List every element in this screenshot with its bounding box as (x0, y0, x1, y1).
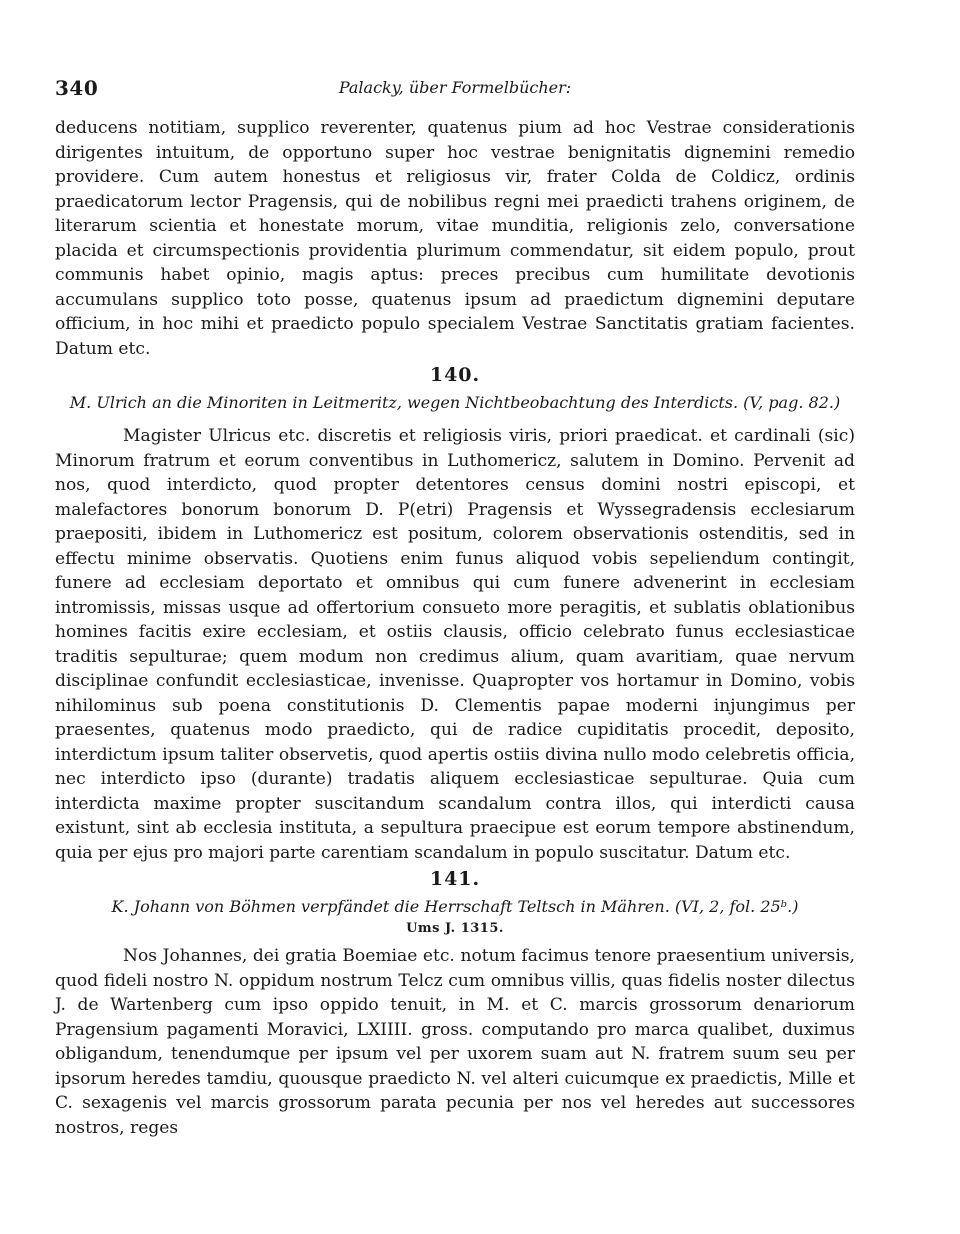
page-number: 340 (55, 76, 99, 100)
continuation-paragraph: deducens notitiam, supplico reverenter, quatenus pium ad hoc Vestrae considerationis dirigentes intuitum, de opportuno super hoc vestrae benignitatis dignemini remedio providere. Cum autem honestus et religiosus vir, frater Colda de Coldicz, ordinis praedicatorum lector Pragensis, qui de nobilibus regni mei praedicti trahens originem, de literarum scientia et honestate morum, vitae munditia, religionis zelo, conversatione placida et circumspectionis providentia plurimum commendatur, sit eidem populo, prout communis habet opinio, magis aptus: preces precibus cum humilitate devotionis accumulans supplico toto posse, quatenus ipsum ad praedictum dignemini deputare officium, in hoc mihi et praedicto populo specialem Vestrae Sanctitatis gratiam facientes. Datum etc. (55, 118, 855, 359)
document-heading-141: K. Johann von Böhmen verpfändet die Herrschaft Teltsch in Mähren. (VI, 2, fol. 25ᵇ.) (111, 897, 799, 916)
document-number-141: 141. (429, 868, 481, 890)
document-paragraph-141: Nos Johannes, dei gratia Boemiae etc. notum facimus tenore praesentium universis, quod fideli nostro N. oppidum nostrum Telcz cum omnibus villis, quas fidelis noster dilectus J. de Wartenberg cum ipso oppido tenuit, in M. et C. marcis grossorum denariorum Pragensium pagamenti Moravici, LXIIII. gross. computando pro marca qualibet, duximus obligandum, tenendumque per ipsum vel per uxorem suam aut N. fratrem suum seu per ipsorum heredes tamdiu, quousque praedicto N. vel alteri cuicumque ex praedictis, Mille et C. sexagenis vel marcis grossorum parata pecunia per nos vel heredes aut successores nostros, reges (55, 946, 855, 1138)
running-title: Palacky, über Formelbücher: (338, 78, 572, 97)
document-text-block-141 (55, 944, 855, 1140)
page-header (55, 76, 855, 106)
document-heading-140: M. Ulrich an die Minoriten in Leitmeritz, wegen Nichtbeobachtung des Interdicts. (V, pag. 82.) (69, 393, 841, 412)
document-date-141: Ums J. 1315. (406, 921, 504, 936)
document-number-140: 140. (429, 364, 481, 386)
document-paragraph-140: Magister Ulricus etc. discretis et religiosis viris, priori praedicat. et cardinali (sic) Minorum fratrum et eorum conventibus in Luthomericz, salutem in Domino. Pervenit ad nos, quod interdicto, quod propter detentores census domini nostri episcopi, et malefactores bonorum bonorum D. P(etri) Pragensis et Wyssegradensis ecclesiarum praepositi, ibidem in Luthomericz est positum, colorem observationis ostenditis, sed in effectu minime observatis. Quotiens enim funus aliquod vobis sepeliendum contingit, funere ad ecclesiam deportato et omnibus qui cum funere advenerint in ecclesiam intromissis, missas usque ad offertorium consueto more peragitis, et sublatis oblationibus homines facitis exire ecclesiam, et ostiis clausis, officio celebrato funus ecclesiasticae traditis sepulturae; quem modum non credimus alium, quam avaritiam, quae nervum disciplinae confundit ecclesiasticae, invenisse. Quapropter vos hortamur in Domino, vobis nihilominus sub poena constitutionis D. Clementis papae moderni injungimus per praesentes, quatenus modo praedicto, qui de radice cupiditatis procedit, deposito, interdictum ipsum taliter observetis, quod apertis ostiis divina nullo modo celebretis officia, nec interdicto ipso (durante) tradatis aliquem ecclesiasticae sepulturae. Quia cum interdicta maxime propter suscitandum scandalum contra illos, qui interdicti causa existunt, sint ab ecclesia instituta, a sepultura praecipue est eorum tempore abstinendum, quia per ejus pro majori parte carentiam scandalum in populo suscitatur. Datum etc. (55, 426, 855, 863)
document-text-block-140 (55, 424, 855, 865)
continuation-text-block (55, 116, 855, 361)
